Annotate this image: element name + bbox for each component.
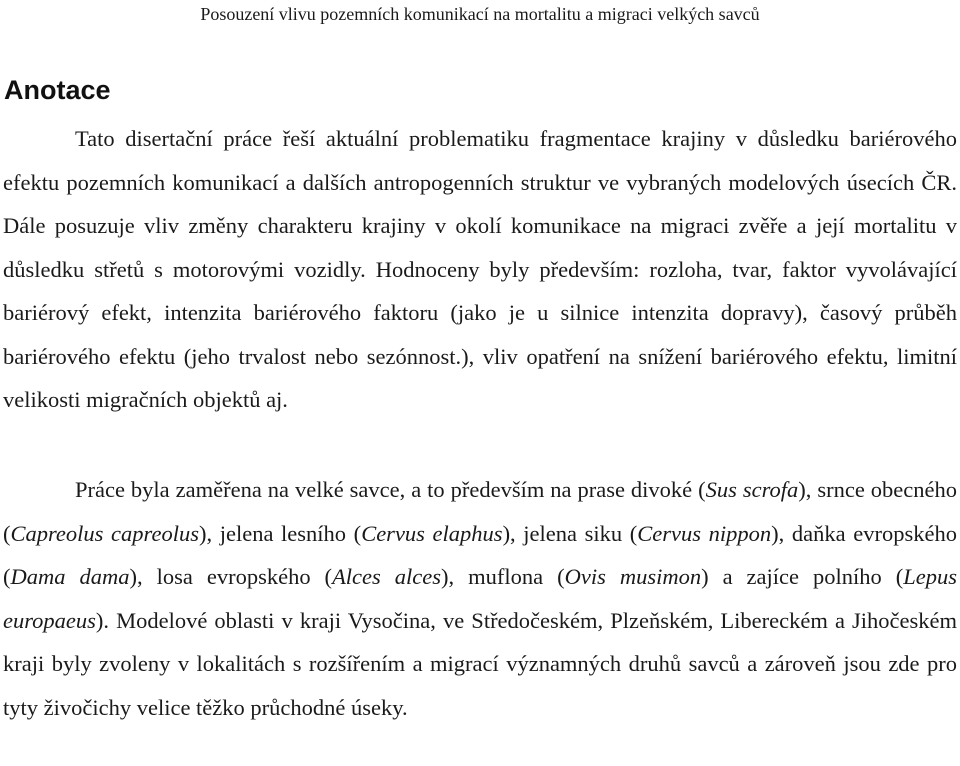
species-name: Sus scrofa bbox=[705, 477, 799, 502]
paragraph-abstract-2 bbox=[3, 468, 957, 729]
species-name: Alces alces bbox=[332, 564, 442, 589]
paragraph-abstract-1 bbox=[3, 117, 957, 422]
text-segment: ), jelena lesního ( bbox=[198, 520, 362, 546]
text-segment: ), losa evropského ( bbox=[129, 564, 333, 589]
species-name: Cervus elaphus bbox=[361, 520, 503, 546]
text-segment: ), srnce obecného ( bbox=[3, 477, 957, 546]
species-name: Cervus nippon bbox=[637, 520, 772, 546]
species-name: Capreolus capreolus bbox=[10, 520, 199, 546]
text-segment: ), daňka evropského ( bbox=[3, 520, 957, 589]
running-header: Posouzení vlivu pozemních komunikací na mortalitu a migraci velkých savců bbox=[200, 4, 760, 24]
text-segment: ), muflona ( bbox=[441, 564, 565, 589]
paragraph-2-text bbox=[3, 468, 957, 729]
text-segment: Práce byla zaměřena na velké savce, a to především na prase divoké ( bbox=[75, 477, 706, 502]
text-segment: ), jelena siku ( bbox=[502, 520, 638, 546]
paragraph-1-text: Tato disertační práce řeší aktuální problematiku fragmentace krajiny v důsledku bariérového efektu pozemních komunikací a dalších antropogenních struktur ve vybraných modelových úsecích ČR. Dále posuzuje vliv změny charakteru krajiny v okolí komunikace na migraci zvěře a její mortalitu v důsledku střetů s motorovými vozidly. Hodnoceny byly především: rozloha, tvar, faktor vyvolávající bariérový efekt, intenzita bariérového faktoru (jako je u silnice intenzita dopravy), časový průběh bariérového efektu (jeho trvalost nebo sezónnost.), vliv opatření na snížení bariérového efektu, limitní velikosti migračních objektů aj. bbox=[3, 126, 957, 412]
text-segment: ) a zajíce polního ( bbox=[701, 564, 904, 589]
species-name: Lepus europaeus bbox=[3, 564, 958, 633]
text-segment: ). Modelové oblasti v kraji Vysočina, ve Středočeském, Plzeňském, Libereckém a Jihočeském kraji byly zvoleny v lokalitách s rozšířením a migrací významných druhů savců a zároveň jsou zde pro tyty živočichy velice těžko průchodné úseky. bbox=[3, 607, 957, 720]
section-title: Anotace bbox=[4, 75, 111, 105]
species-name: Ovis musimon bbox=[564, 564, 702, 589]
species-name: Dama dama bbox=[10, 564, 130, 589]
